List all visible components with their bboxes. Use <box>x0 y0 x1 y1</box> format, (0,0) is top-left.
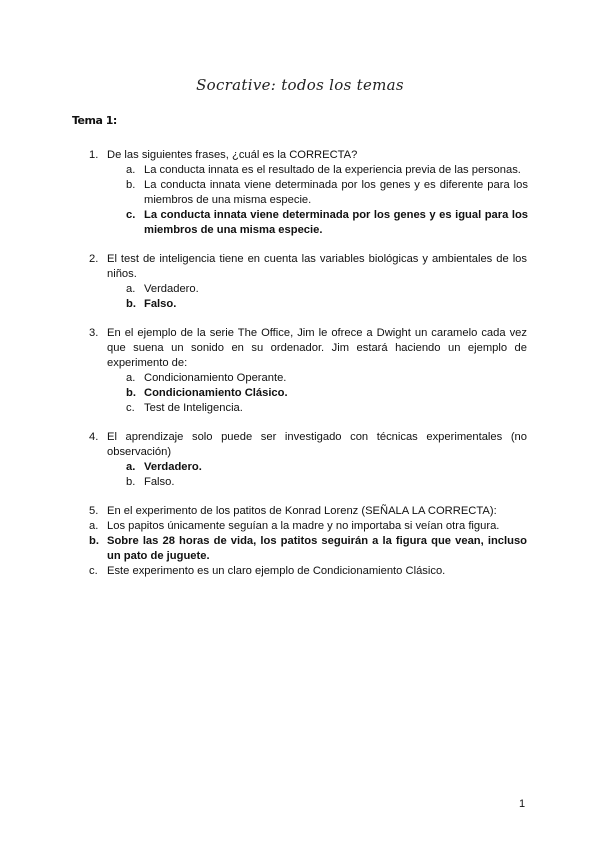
question-list <box>0 148 600 593</box>
question-2 <box>0 252 600 312</box>
question-number: 1. <box>89 149 99 161</box>
option-text: Verdadero. <box>144 283 199 295</box>
option-label: b. <box>126 298 136 310</box>
option-text: Test de Inteligencia. <box>144 402 243 414</box>
question-text: En el ejemplo de la serie The Office, Jim le ofrece a Dwight un caramelo cada vez que suena un sonido en su ordenador. Jim estará haciendo un ejemplo de experimento de: <box>107 327 527 369</box>
question-number: 5. <box>89 505 99 517</box>
option-label: a. <box>126 164 136 176</box>
option-text: La conducta innata viene determinada por los genes y es igual para los miembros de una misma especie. <box>144 209 528 236</box>
question-5 <box>0 504 600 579</box>
question-text: En el experimento de los patitos de Konrad Lorenz (SEÑALA LA CORRECTA): <box>107 505 497 517</box>
option-text: La conducta innata viene determinada por los genes y es diferente para los miembros de una misma especie. <box>144 179 528 206</box>
question-4 <box>0 430 600 490</box>
question-3 <box>0 326 600 416</box>
option-label: a. <box>89 520 99 532</box>
option-text: Los papitos únicamente seguían a la madre y no importaba si veían otra figura. <box>107 520 500 532</box>
option-3a <box>0 371 600 386</box>
option-label: c. <box>126 209 136 221</box>
option-label: c. <box>126 402 135 414</box>
option-3c <box>0 401 600 416</box>
page-number: 1 <box>519 798 526 810</box>
question-number: 4. <box>89 431 99 443</box>
option-3b-correct <box>0 386 600 401</box>
section-heading: Tema 1: <box>72 114 117 127</box>
option-text: Sobre las 28 horas de vida, los patitos seguirán a la figura que vean, incluso un pato de juguete. <box>107 535 527 562</box>
option-text: Verdadero. <box>144 461 202 473</box>
option-2a <box>0 282 600 297</box>
option-1a <box>0 163 600 178</box>
option-label: b. <box>126 387 136 399</box>
option-label: c. <box>89 565 98 577</box>
option-5b-correct <box>0 534 600 564</box>
option-5a <box>0 519 600 534</box>
option-text: Este experimento es un claro ejemplo de Condicionamiento Clásico. <box>107 565 446 577</box>
option-4b <box>0 475 600 490</box>
option-2b-correct <box>0 297 600 312</box>
question-text: El aprendizaje solo puede ser investigado con técnicas experimentales (no observación) <box>107 431 527 458</box>
option-text: Falso. <box>144 298 177 310</box>
option-label: a. <box>126 461 136 473</box>
question-number: 2. <box>89 253 99 265</box>
question-text: El test de inteligencia tiene en cuenta las variables biológicas y ambientales de los niños. <box>107 253 527 280</box>
option-label: a. <box>126 283 136 295</box>
question-1 <box>0 148 600 238</box>
document-title: Socrative: todos los temas <box>196 76 404 94</box>
option-text: Condicionamiento Operante. <box>144 372 287 384</box>
question-text: De las siguientes frases, ¿cuál es la CORRECTA? <box>107 149 358 161</box>
option-1c-correct <box>0 208 600 238</box>
option-label: b. <box>126 476 136 488</box>
option-label: b. <box>126 179 136 191</box>
option-1b <box>0 178 600 208</box>
option-label: b. <box>89 535 99 547</box>
option-label: a. <box>126 372 136 384</box>
question-number: 3. <box>89 327 99 339</box>
option-5c <box>0 564 600 579</box>
option-4a-correct <box>0 460 600 475</box>
option-text: La conducta innata es el resultado de la experiencia previa de las personas. <box>144 164 521 176</box>
option-text: Condicionamiento Clásico. <box>144 387 288 399</box>
option-text: Falso. <box>144 476 175 488</box>
